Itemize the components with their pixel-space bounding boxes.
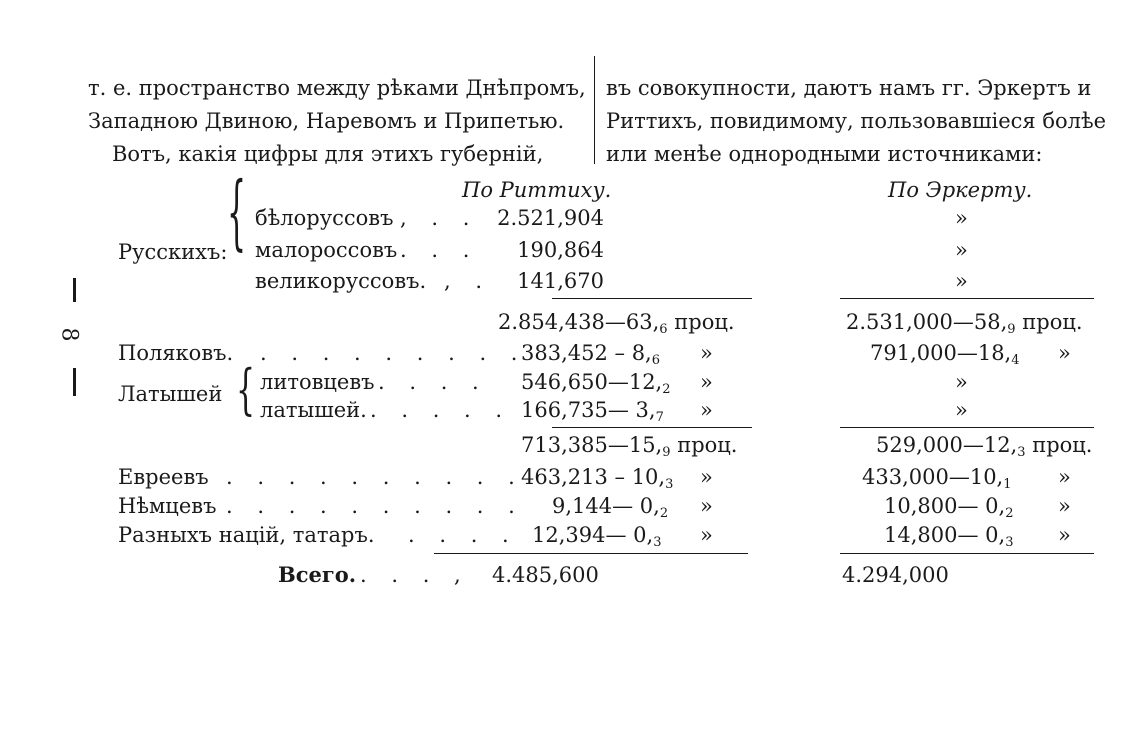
intro-right-line-1: въ совокупности, даютъ намъ гг. Эркертъ и xyxy=(606,76,1092,100)
rule-latvians-erkert xyxy=(840,427,1094,428)
row-belorussians-dots: , . . xyxy=(400,206,479,230)
row-malorussians-name: малороссовъ xyxy=(255,238,398,262)
rule-latvians-rittich xyxy=(552,427,752,428)
jews-rittich-mark: » xyxy=(700,465,713,489)
row-greatrussians-rittich: 141,670 xyxy=(517,269,604,293)
header-erkert: По Эркерту. xyxy=(888,178,1033,202)
row-latvians-erkert: » xyxy=(955,398,968,422)
intro-right-line-2: Риттихъ, повидимому, пользовавшіеся болѣе xyxy=(606,109,1107,133)
poles-dots: . . . . . . . . . xyxy=(260,341,527,365)
row-malorussians-dots: . . . xyxy=(400,238,479,262)
page-number-dash-bottom xyxy=(73,368,76,396)
total-label: Всего. xyxy=(278,562,357,587)
row-latvians-dots: . . . . . xyxy=(370,398,512,422)
row-latvians-name: латышей. xyxy=(260,398,367,422)
row-lithuanians-erkert: » xyxy=(955,370,968,394)
rule-russians-rittich xyxy=(552,298,752,299)
latvians-brace: { xyxy=(236,359,256,423)
germans-rittich-mark: » xyxy=(700,494,713,518)
total-russians-rittich: $2.854,438—63,_6$ проц. xyxy=(498,310,735,337)
others-erkert-mark: » xyxy=(1058,523,1071,547)
page-number-dash-top xyxy=(73,278,76,302)
row-malorussians-erkert: » xyxy=(955,238,968,262)
intro-left-line-1: т. е. пространство между рѣками Днѣпромъ, xyxy=(88,76,586,100)
others-rittich-mark: » xyxy=(700,523,713,547)
row-latvians-rittich: 166,735— $3,_7$ xyxy=(521,398,664,425)
row-lithuanians-name: литовцевъ xyxy=(260,370,375,394)
rule-grand-erkert xyxy=(840,553,1094,554)
russians-brace: { xyxy=(227,166,247,261)
russians-label: Русскихъ: xyxy=(118,240,228,264)
intro-left-line-3: Вотъ, какія цифры для этихъ губерній, xyxy=(112,142,544,166)
row-latvians-mark: » xyxy=(700,398,713,422)
total-erkert: 4.294,000 xyxy=(842,563,949,587)
rule-grand-rittich xyxy=(434,553,748,554)
jews-rittich: $463,213 - 10,_3$ xyxy=(521,465,674,492)
others-dots: . . . . xyxy=(408,523,518,547)
page-number: 8 xyxy=(56,327,82,342)
jews-erkert: $433,000—10,_1$ xyxy=(862,465,1012,492)
total-rittich: 4.485,600 xyxy=(492,563,599,587)
row-lithuanians-mark: » xyxy=(700,370,713,394)
germans-rittich: 9,144— $0,_2$ xyxy=(552,494,669,521)
germans-erkert-mark: » xyxy=(1058,494,1071,518)
germans-dots: . . . . . . . . . . xyxy=(226,494,524,518)
latvians-label: Латышей xyxy=(118,382,223,406)
row-belorussians-name: бѣлоруссовъ xyxy=(255,206,394,230)
row-greatrussians-erkert: » xyxy=(955,269,968,293)
row-lithuanians-rittich: $546,650—12,_2$ xyxy=(521,370,671,397)
row-malorussians-rittich: 190,864 xyxy=(517,238,604,262)
row-greatrussians-name: великоруссовъ. xyxy=(255,269,427,293)
others-erkert: 14,800— $0,_3$ xyxy=(884,523,1014,550)
header-rittich: По Риттиху. xyxy=(462,178,612,202)
total-dots: . . . , xyxy=(360,563,470,587)
poles-erkert: $791,000—18,_4$ xyxy=(870,341,1020,368)
intro-left-line-2: Западною Двиною, Наревомъ и Припетью. xyxy=(88,109,565,133)
poles-label: Поляковъ. xyxy=(118,341,234,365)
jews-dots: . . . . . . . . . . xyxy=(226,465,524,489)
germans-label: Нѣмцевъ xyxy=(118,494,217,518)
poles-erkert-mark: » xyxy=(1058,341,1071,365)
jews-erkert-mark: » xyxy=(1058,465,1071,489)
column-divider xyxy=(594,56,595,164)
total-latvians-rittich: $713,385—15,_9$ проц. xyxy=(521,433,738,460)
total-latvians-erkert: $529,000—12,_3$ проц. xyxy=(876,433,1093,460)
poles-rittich: $383,452 - 8,_6$ xyxy=(521,341,661,368)
others-label: Разныхъ націй, татаръ. xyxy=(118,523,375,547)
poles-rittich-mark: » xyxy=(700,341,713,365)
row-belorussians-rittich: 2.521,904 xyxy=(497,206,604,230)
rule-russians-erkert xyxy=(840,298,1094,299)
intro-right-line-3: или менѣе однородными источниками: xyxy=(606,142,1043,166)
germans-erkert: 10,800— $0,_2$ xyxy=(884,494,1014,521)
others-rittich: 12,394— $0,_3$ xyxy=(532,523,662,550)
row-greatrussians-dots: , . xyxy=(444,269,492,293)
total-russians-erkert: $2.531,000—58,_9$ проц. xyxy=(846,310,1083,337)
row-lithuanians-dots: . . . . xyxy=(378,370,488,394)
row-belorussians-erkert: » xyxy=(955,206,968,230)
jews-label: Евреевъ xyxy=(118,465,209,489)
